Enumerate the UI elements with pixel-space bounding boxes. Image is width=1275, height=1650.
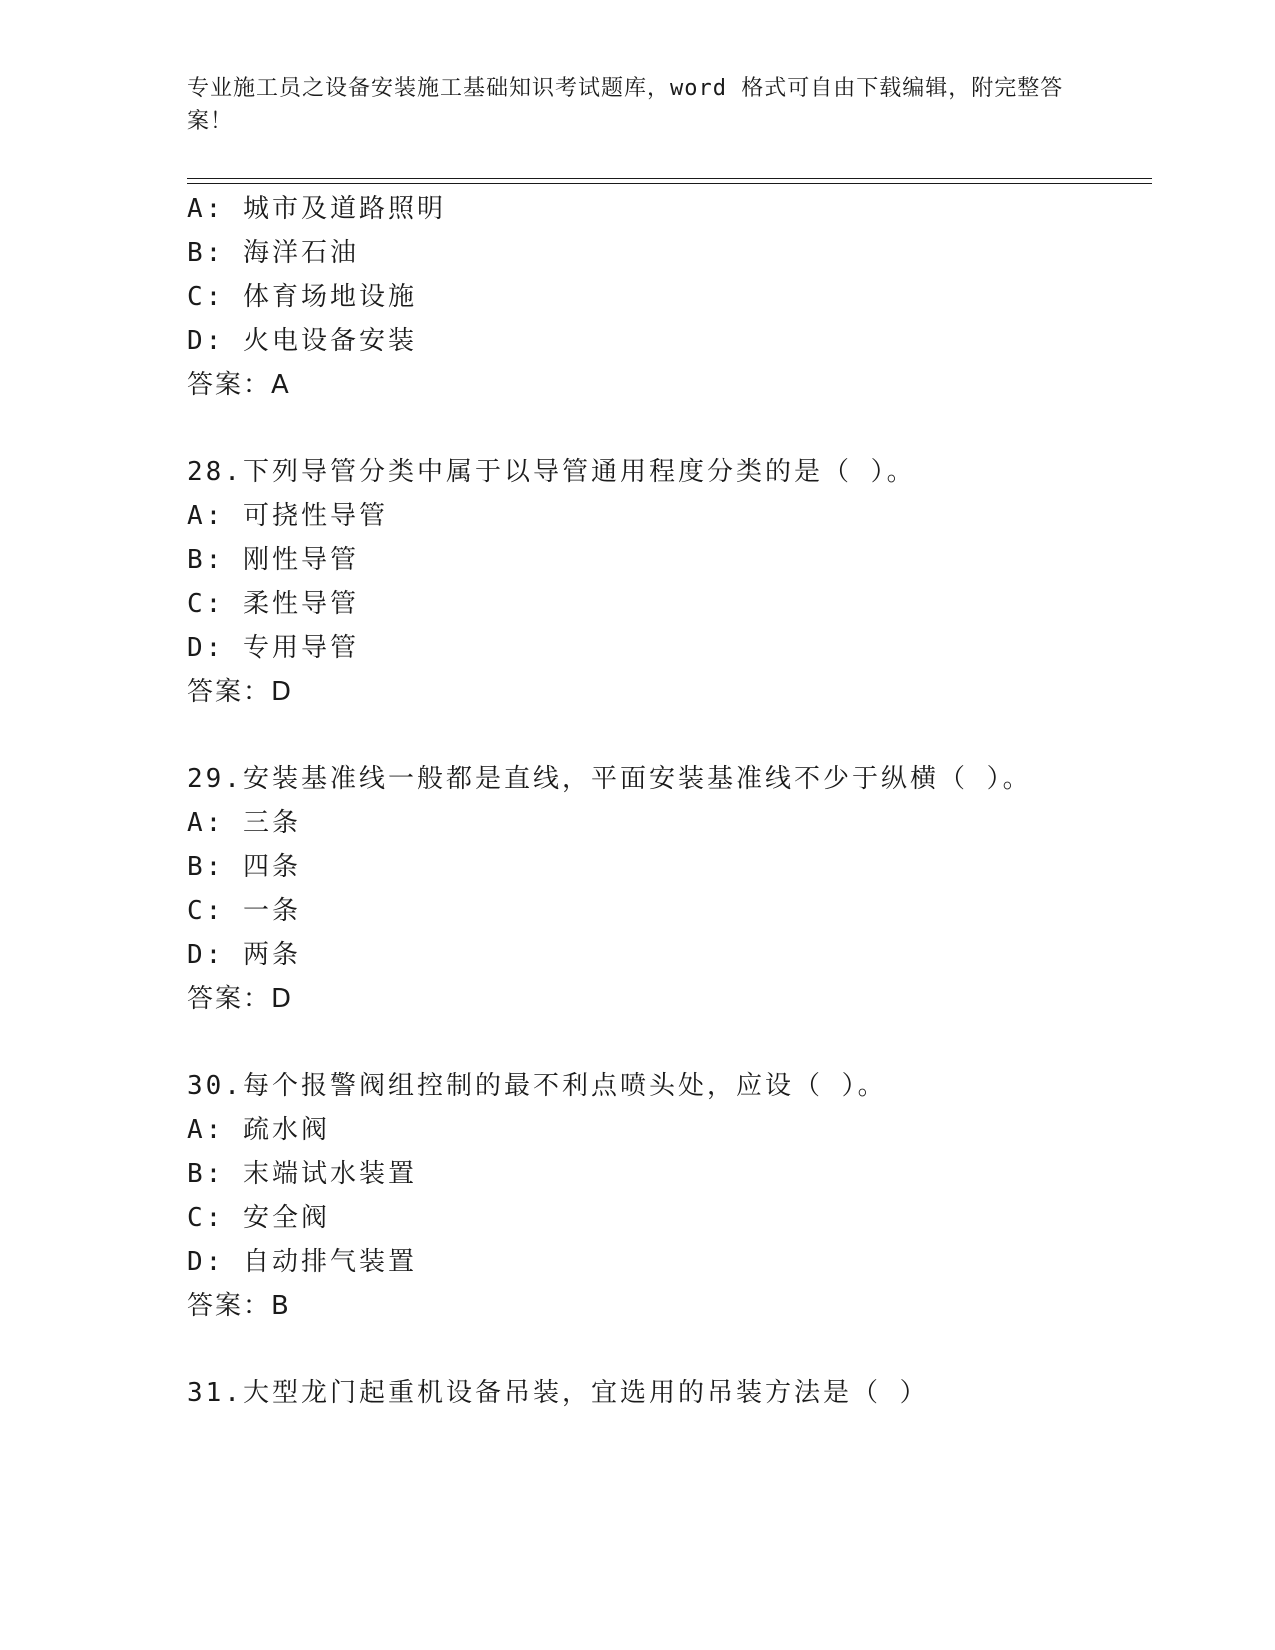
answer-line: 答案：A: [187, 370, 291, 400]
option-d: D: 火电设备安装: [187, 326, 417, 356]
option-c: C: 安全阀: [187, 1203, 330, 1233]
option-c: C: 一条: [187, 896, 301, 926]
option-d: D: 两条: [187, 940, 301, 970]
question-stem: 30.每个报警阀组控制的最不利点喷头处，应设（ ）。: [187, 1071, 887, 1101]
header-divider-top: [187, 178, 1152, 179]
answer-line: 答案：D: [187, 677, 294, 707]
option-c: C: 体育场地设施: [187, 282, 417, 312]
option-b: B: 末端试水装置: [187, 1159, 417, 1189]
question-stem: 28.下列导管分类中属于以导管通用程度分类的是（ ）。: [187, 457, 916, 487]
option-d: D: 专用导管: [187, 633, 359, 663]
option-a: A: 城市及道路照明: [187, 194, 446, 224]
question-stem: 31.大型龙门起重机设备吊装，宜选用的吊装方法是（ ）: [187, 1378, 929, 1408]
option-a: A: 可挠性导管: [187, 501, 388, 531]
question-stem: 29.安装基准线一般都是直线，平面安装基准线不少于纵横（ ）。: [187, 764, 1032, 794]
option-c: C: 柔性导管: [187, 589, 359, 619]
option-b: B: 刚性导管: [187, 545, 359, 575]
option-a: A: 疏水阀: [187, 1115, 330, 1145]
option-b: B: 海洋石油: [187, 238, 359, 268]
option-d: D: 自动排气装置: [187, 1247, 417, 1277]
header-divider-bottom: [187, 183, 1152, 184]
option-a: A: 三条: [187, 808, 301, 838]
answer-line: 答案：D: [187, 984, 294, 1014]
document-header: 专业施工员之设备安装施工基础知识考试题库，word 格式可自由下载编辑，附完整答案！: [187, 76, 1064, 134]
answer-line: 答案：B: [187, 1291, 291, 1321]
option-b: B: 四条: [187, 852, 301, 882]
